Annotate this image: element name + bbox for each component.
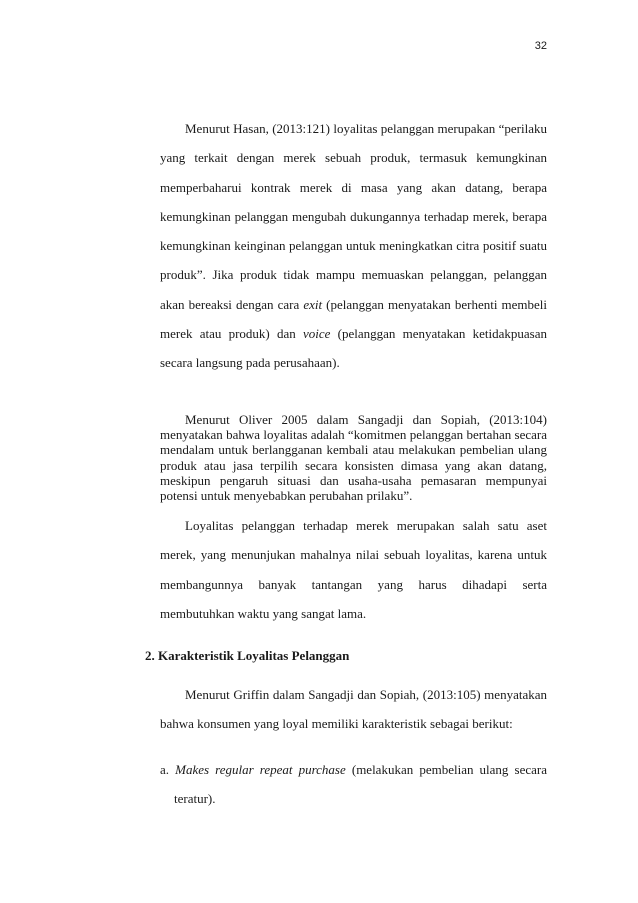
list-item-term: Makes regular repeat purchase — [175, 762, 346, 777]
page-number: 32 — [534, 40, 547, 52]
paragraph-text: (pelanggan menyatakan berhenti membeli merek atau produk) dan — [160, 296, 547, 342]
term-exit: exit — [303, 296, 323, 312]
paragraph-brand-asset: Loyalitas pelanggan terhadap merek merupakan salah satu aset merek, yang menunjukan mahalnya nilai sebuah loyalitas, karena untuk membangunnya banyak tantangan yang harus dihadapi serta membutuhkan waktu yang sangat lama. — [160, 518, 547, 621]
paragraph-hasan-definition — [160, 114, 547, 378]
paragraph-text: (pelanggan menyatakan ketidakpuasan secara langsung pada perusahaan). — [160, 326, 548, 371]
paragraph-text: Menurut Hasan, (2013:121) loyalitas pelanggan merupakan “perilaku yang terkait dengan merek sebuah produk, termasuk kemungkinan memperbaharui kontrak merek di masa yang akan datang, berapa kemungkinan pelanggan mengubah dukungannya terhadap merek, berapa kemungkinan keinginan pelanggan untuk meningkatkan citra positif suatu produk”. Jika produk tidak mampu memuaskan pelanggan, pelanggan akan bereaksi dengan cara — [160, 121, 547, 312]
list-marker: a. — [160, 762, 170, 777]
term-voice: voice — [302, 326, 331, 342]
list-item-text: (melakukan pembelian ulang secara teratur). — [174, 762, 547, 807]
paragraph-oliver-quote: Menurut Oliver 2005 dalam Sangadji dan Sopiah, (2013:104) menyatakan bahwa loyalitas adalah “komitmen pelanggan bertahan secara mendalam untuk berlangganan kembali atau melakukan pembelian ulang produk atau jasa terpilih secara konsisten dimasa yang akan datang, meskipun pengaruh situasi dan usaha-usaha pemasaran mempunyai potensi untuk menyebabkan perubahan prilaku”. — [160, 412, 547, 504]
section-heading: 2. Karakteristik Loyalitas Pelanggan — [145, 648, 350, 663]
paragraph-griffin: Menurut Griffin dalam Sangadji dan Sopiah, (2013:105) menyatakan bahwa konsumen yang loyal memiliki karakteristik sebagai berikut: — [160, 687, 547, 732]
list-item-a — [160, 755, 547, 814]
